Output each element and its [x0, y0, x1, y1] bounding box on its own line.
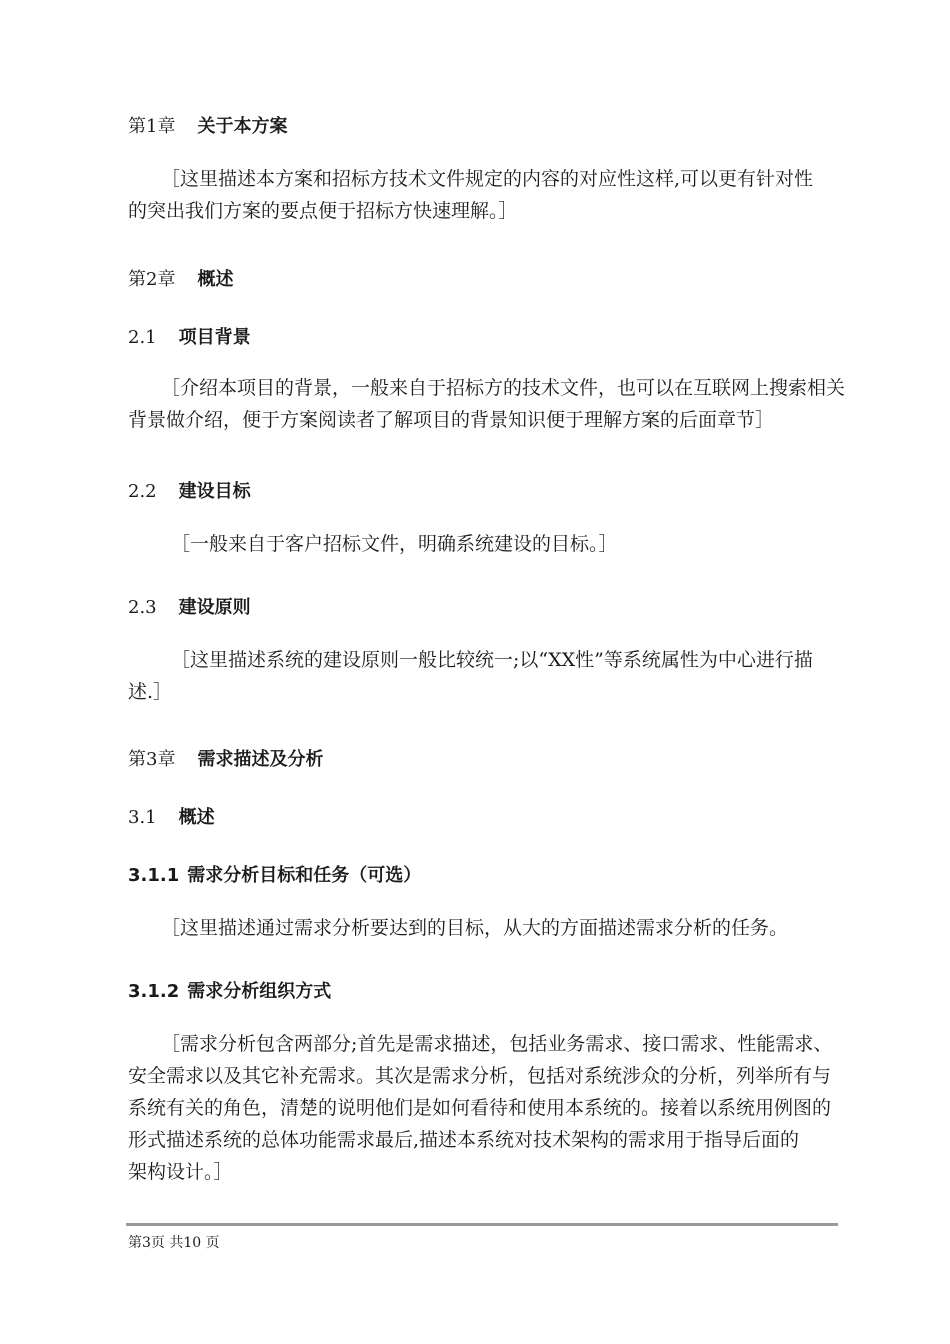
heading-number: 2.1	[128, 327, 157, 348]
paragraph-line: ［一般来自于客户招标文件，明确系统建设的目标。］	[171, 533, 618, 555]
heading-title: 建设目标	[178, 481, 251, 502]
section-3-1-1-heading	[128, 861, 421, 887]
footer-divider	[126, 1223, 838, 1226]
paragraph-line: ［这里描述系统的建设原则一般比较统一;以“XX性”等系统属性为中心进行描	[171, 649, 813, 671]
section-3-1-2-heading	[128, 977, 331, 1003]
heading-number: 2.2	[128, 481, 157, 502]
heading-number: 2.3	[128, 597, 157, 618]
heading-number: 3.1.1	[128, 865, 180, 886]
chapter-3-heading	[128, 745, 323, 771]
paragraph-line: 的突出我们方案的要点便于招标方快速理解。］	[128, 200, 518, 222]
paragraph-line: 述.］	[128, 681, 173, 703]
section-2-2-heading	[128, 477, 251, 503]
section-3-1-1-paragraph	[161, 912, 788, 944]
section-2-3-paragraph	[128, 644, 813, 708]
paragraph-line: 架构设计。］	[128, 1161, 233, 1183]
page-footer: 第3页 共10 页	[128, 1235, 220, 1251]
paragraph-line: ［这里描述通过需求分析要达到的目标，从大的方面描述需求分析的任务。	[161, 917, 789, 939]
heading-number: 第2章	[128, 269, 176, 290]
paragraph-line: 背景做介绍，便于方案阅读者了解项目的背景知识便于理解方案的后面章节］	[128, 409, 775, 431]
heading-title: 建设原则	[178, 597, 251, 618]
paragraph-line: 系统有关的角色，清楚的说明他们是如何看待和使用本系统的。接着以系统用例图的	[128, 1097, 832, 1119]
chapter-2-heading	[128, 265, 233, 291]
chapter-1-paragraph	[128, 163, 814, 227]
heading-number: 第1章	[128, 116, 176, 137]
paragraph-line: ［这里描述本方案和招标方技术文件规定的内容的对应性这样,可以更有针对性	[161, 168, 814, 190]
chapter-1-heading	[128, 112, 287, 138]
heading-title: 概述	[178, 807, 215, 828]
heading-title: 项目背景	[178, 327, 251, 348]
heading-title: 需求分析组织方式	[187, 981, 332, 1002]
section-3-1-2-paragraph	[128, 1028, 833, 1188]
heading-number: 3.1	[128, 807, 157, 828]
heading-title: 需求分析目标和任务（可选）	[187, 865, 422, 886]
paragraph-line: ［需求分析包含两部分;首先是需求描述，包括业务需求、接口需求、性能需求、	[161, 1033, 833, 1055]
heading-number: 3.1.2	[128, 981, 180, 1002]
heading-title: 概述	[197, 269, 234, 290]
heading-number: 第3章	[128, 749, 176, 770]
section-2-3-heading	[128, 593, 251, 619]
section-2-2-paragraph	[171, 528, 618, 560]
section-3-1-heading	[128, 803, 215, 829]
section-2-1-paragraph	[128, 372, 846, 436]
paragraph-line: ［介绍本项目的背景，一般来自于招标方的技术文件，也可以在互联网上搜索相关	[161, 377, 846, 399]
heading-title: 关于本方案	[197, 116, 288, 137]
paragraph-line: 安全需求以及其它补充需求。其次是需求分析，包括对系统涉众的分析，列举所有与	[128, 1065, 832, 1087]
section-2-1-heading	[128, 323, 251, 349]
heading-title: 需求描述及分析	[197, 749, 324, 770]
paragraph-line: 形式描述系统的总体功能需求最后,描述本系统对技术架构的需求用于指导后面的	[128, 1129, 800, 1151]
